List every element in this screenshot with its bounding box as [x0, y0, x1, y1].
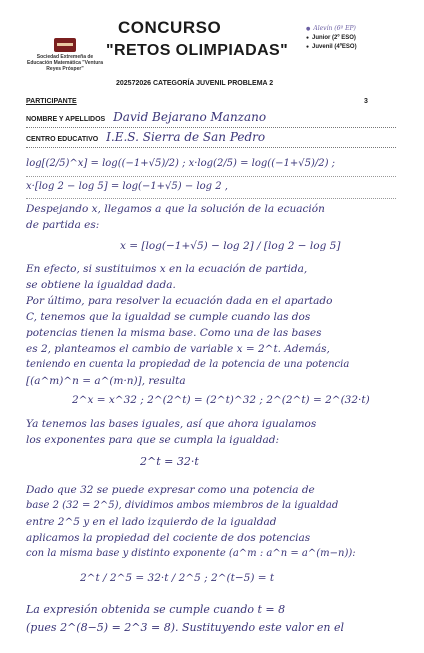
name-value: David Bejarano Manzano	[113, 110, 267, 124]
handwritten-line: C, tenemos que la igualdad se cumple cuando las dos	[26, 311, 311, 323]
page-number: 3	[364, 98, 368, 105]
school-value: I.E.S. Sierra de San Pedro	[106, 130, 266, 144]
handwritten-line: teniendo en cuenta la propiedad de la potencia de una potencia	[26, 359, 350, 370]
handwritten-line: Despejando x, llegamos a que la solución de la ecuación	[26, 203, 325, 215]
handwritten-line: log[(2/5)^x] = log((−1+√5)/2) ; x·log(2/5) = log((−1+√5)/2) ;	[26, 158, 336, 169]
handwritten-line: Por último, para resolver la ecuación dada en el apartado	[26, 295, 333, 307]
name-label: NOMBRE Y APELLIDOS	[26, 116, 106, 123]
handwritten-line: La expresión obtenida se cumple cuando t = 8	[26, 603, 286, 616]
handwritten-line: potencias tienen la misma base. Como una de las bases	[26, 327, 322, 339]
level-item: ● Alevín (6º EP)	[306, 24, 357, 34]
handwritten-line: (pues 2^(8−5) = 2^3 = 8). Sustituyendo este valor en el	[26, 621, 345, 634]
handwritten-line: En efecto, si sustituimos x en la ecuación de partida,	[26, 263, 308, 275]
handwritten-line: entre 2^5 y en el lado izquierdo de la igualdad	[26, 516, 277, 528]
handwritten-line: con la misma base y distinto exponente (a^m : a^n = a^(m−n)):	[26, 548, 356, 559]
handwritten-line: Dado que 32 se puede expresar como una potencia de	[26, 484, 315, 496]
level-list	[306, 24, 357, 52]
contest-subtitle: "RETOS OLIMPIADAS"	[106, 42, 289, 59]
handwritten-line: Ya tenemos las bases iguales, así que ahora igualamos	[26, 418, 317, 430]
handwritten-line: base 2 (32 = 2^5), dividimos ambos miembros de la igualdad	[26, 500, 339, 511]
level-item: ● Junior (2º ESO)	[306, 34, 357, 43]
school-label: CENTRO EDUCATIVO	[26, 136, 99, 143]
handwritten-line: [(a^m)^n = a^(m·n)], resulta	[26, 375, 186, 387]
ruled-line	[26, 176, 396, 177]
contest-title: CONCURSO	[118, 18, 222, 37]
handwritten-line: aplicamos la propiedad del cociente de dos potencias	[26, 532, 311, 544]
handwritten-formula: 2^t / 2^5 = 32·t / 2^5 ; 2^(t−5) = t	[80, 572, 275, 584]
participant-heading: PARTICIPANTE	[26, 98, 77, 105]
logo-text: Sociedad Extremeña de Educación Matemática "Ventura Reyes Prósper"	[26, 54, 103, 72]
problem-code: 202572026 CATEGORÍA JUVENIL PROBLEMA 2	[116, 80, 274, 87]
name-field	[26, 110, 266, 124]
handwritten-line: de partida es:	[26, 219, 100, 231]
handwritten-line: los exponentes para que se cumpla la igualdad:	[26, 434, 279, 446]
handwritten-formula: 2^t = 32·t	[140, 455, 199, 468]
level-item: ● Juvenil (4ºESO)	[306, 43, 357, 52]
name-underline	[26, 127, 396, 128]
association-logo	[26, 38, 104, 72]
handwritten-line: se obtiene la igualdad dada.	[26, 279, 176, 291]
school-field	[26, 130, 265, 144]
handwritten-formula: 2^x = x^32 ; 2^(2^t) = (2^t)^32 ; 2^(2^t) = 2^(32·t)	[72, 394, 370, 406]
ruled-line	[26, 198, 396, 199]
handwritten-line: es 2, planteamos el cambio de variable x = 2^t. Además,	[26, 343, 330, 355]
piano-icon	[54, 38, 76, 52]
school-underline	[26, 147, 396, 148]
handwritten-line: x·[log 2 − log 5] = log(−1+√5) − log 2 ,	[26, 181, 228, 192]
handwritten-formula: x = [log(−1+√5) − log 2] / [log 2 − log 5]	[120, 240, 341, 252]
